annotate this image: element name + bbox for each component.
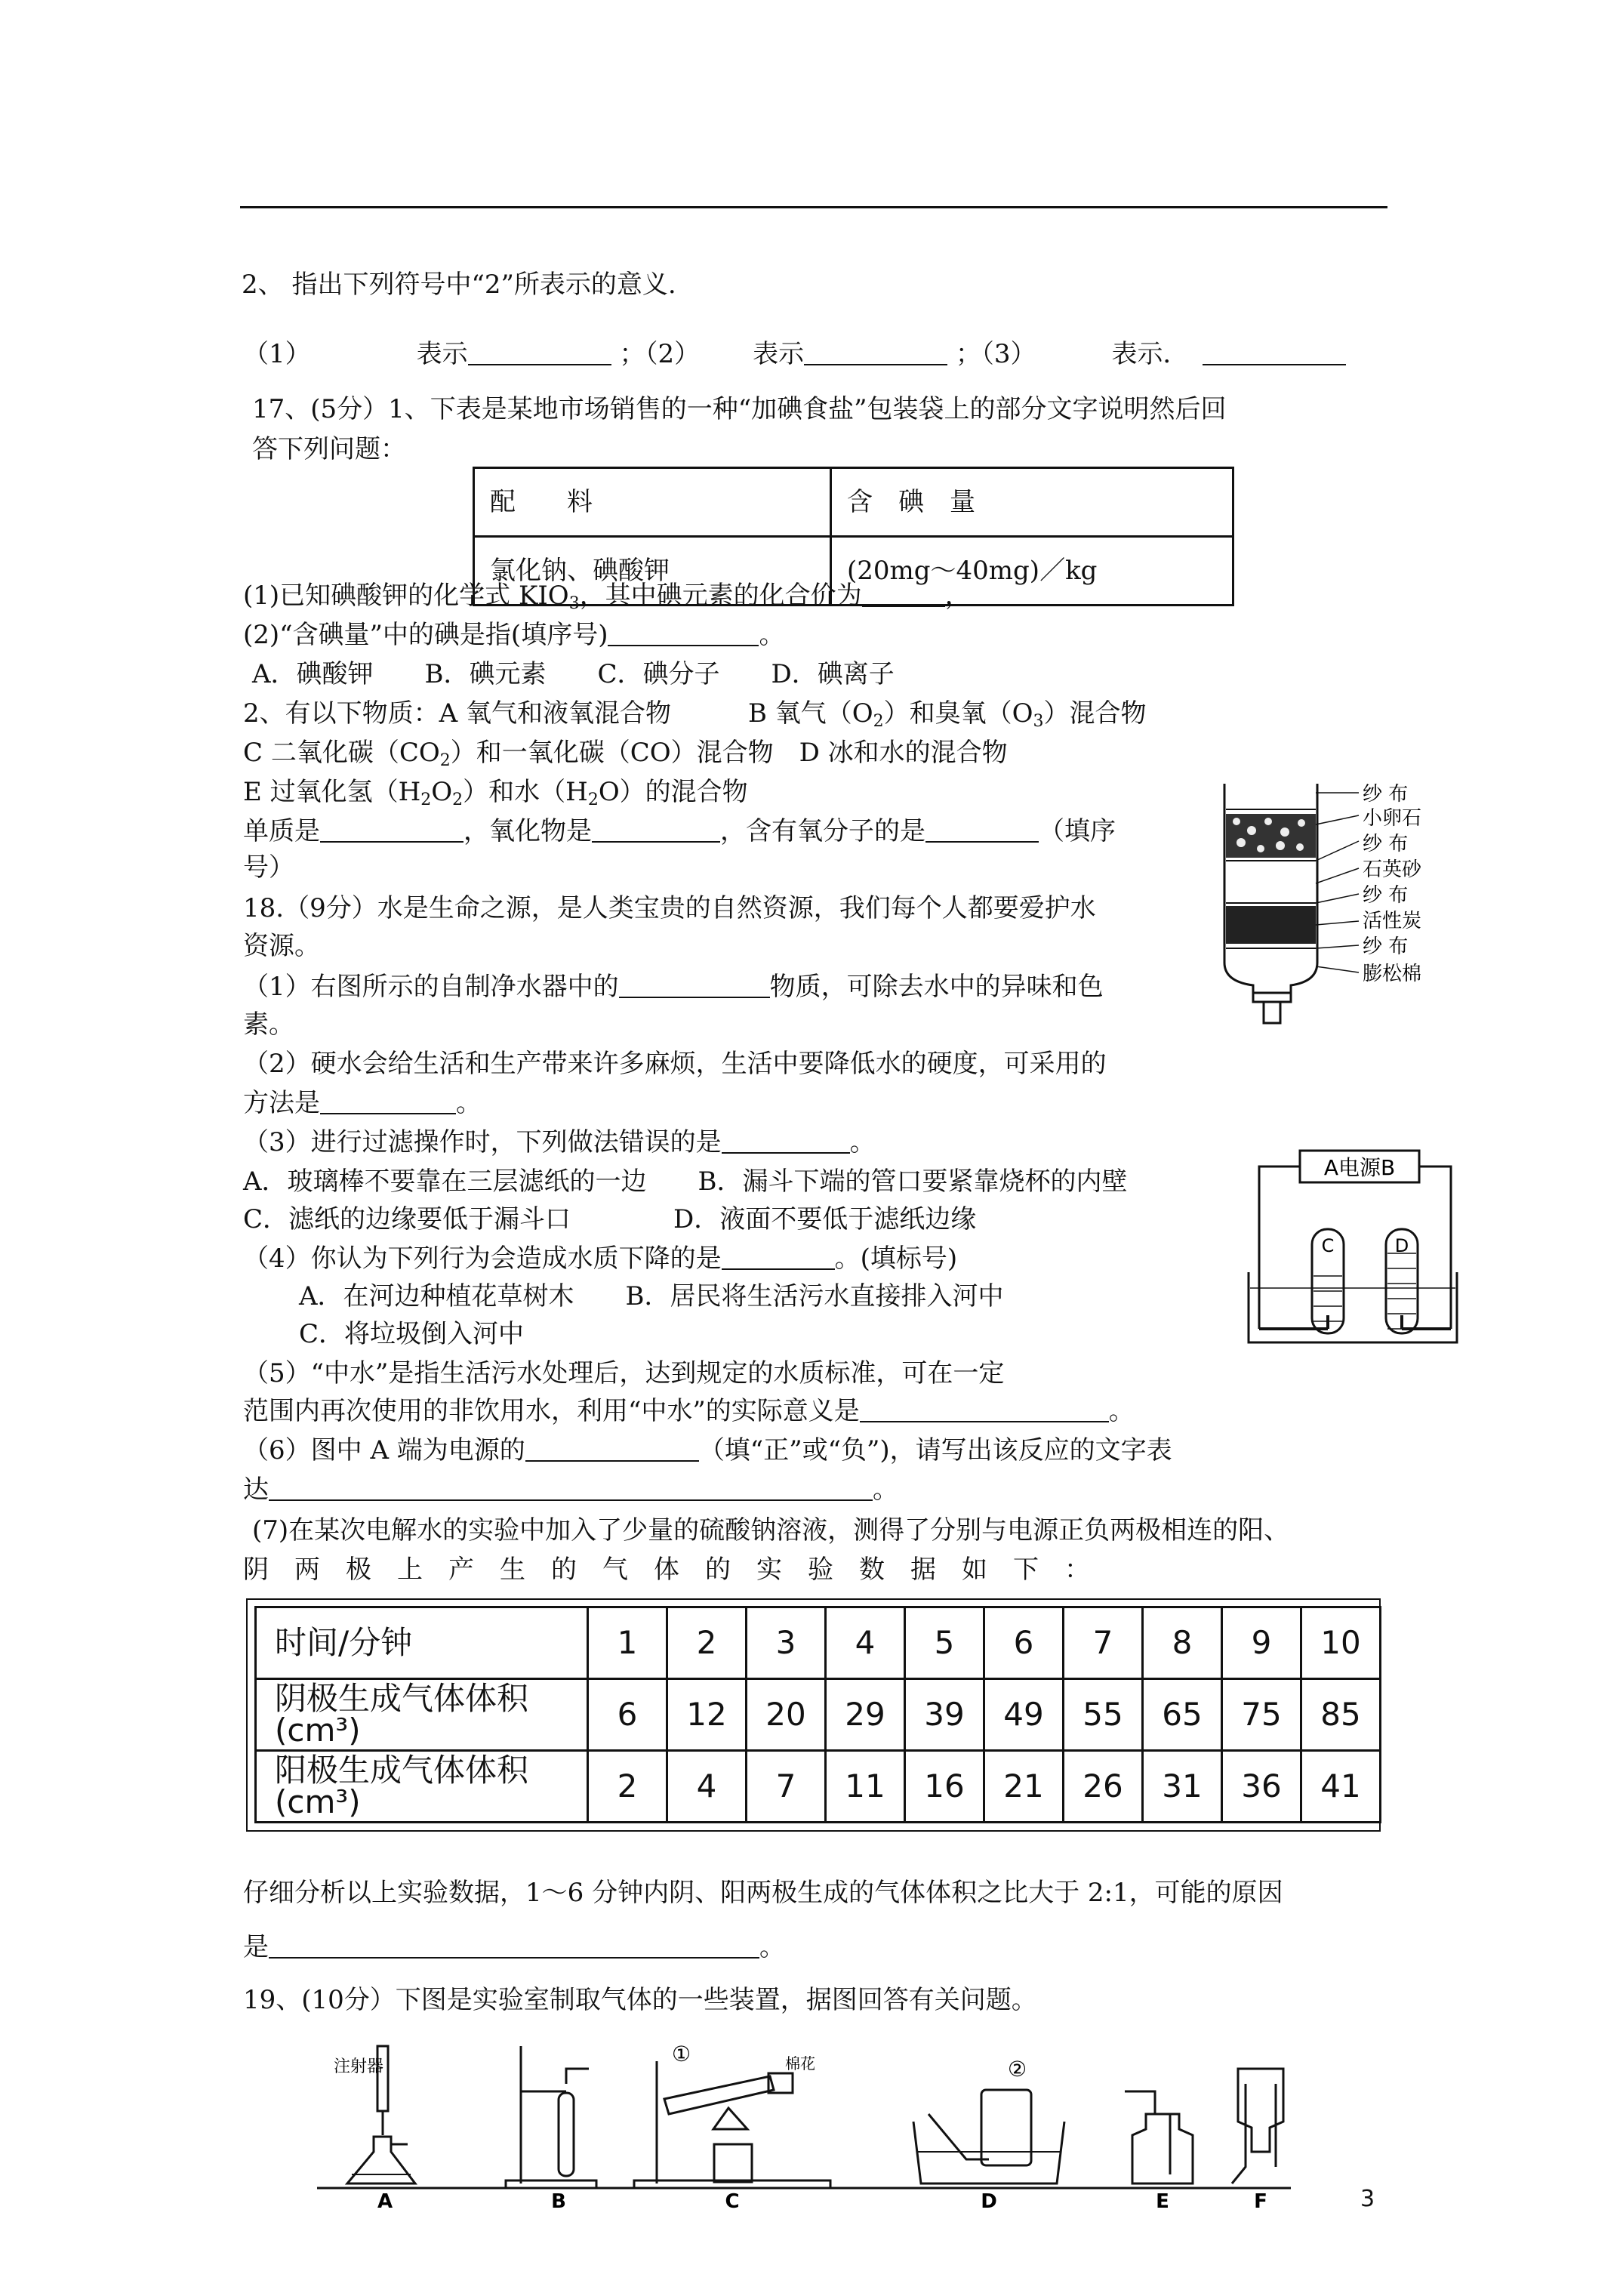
minute-cell: 5 <box>905 1607 984 1679</box>
cathode-volume-cell: 49 <box>984 1679 1064 1751</box>
q18-s6c: 达 。 <box>243 1475 898 1505</box>
electrolysis-figure <box>1238 1140 1464 1367</box>
q17-part2-line3: E 过氧化氢$(H_2O_2)$和水$(H_2O)$的混合物 <box>243 777 748 809</box>
apparatus-label: C <box>725 2190 740 2212</box>
table-header-iodine: 含 碘 量 <box>831 468 1233 537</box>
answer-blank[interactable] <box>269 1477 873 1501</box>
cathode-volume-cell: 65 <box>1143 1679 1222 1751</box>
answer-blank[interactable] <box>269 1934 759 1959</box>
apparatus-label: B <box>551 2190 566 2212</box>
cathode-volume-cell: 12 <box>667 1679 747 1751</box>
minute-cell: 9 <box>1222 1607 1301 1679</box>
cathode-volume-cell: 85 <box>1301 1679 1381 1751</box>
answer-blank[interactable] <box>925 818 1039 843</box>
apparatus-b <box>506 2046 596 2188</box>
q18-s4: （4）你认为下列行为会造成水质下降的是 。(填标号) <box>243 1244 958 1274</box>
anode-volume-cell: 2 <box>588 1751 667 1823</box>
q17-options: A．碘酸钾 B．碘元素 C．碘分子 D．碘离子 <box>252 659 895 689</box>
water-purifier-figure <box>1208 778 1464 1034</box>
cathode-label: 阴极生成气体体积(cm³) <box>256 1679 588 1751</box>
q18-s4-opt1: A．在河边种植花草树木 B．居民将生活污水直接排入河中 <box>299 1281 1004 1311</box>
q17-part2-line2: C 二氧化碳$(CO_2)$和一氧化碳（CO）混合物 D 冰和水的混合物 <box>243 738 1008 770</box>
table-row <box>256 1607 1381 1679</box>
tube-label-c: C <box>1321 1235 1335 1256</box>
anode-volume-cell: 21 <box>984 1751 1064 1823</box>
anode-volume-cell: 16 <box>905 1751 984 1823</box>
q17-sub2: (2)“含碘量”中的碘是指(填序号) 。 <box>243 620 785 650</box>
cathode-volume-cell: 6 <box>588 1679 667 1751</box>
charcoal-layer <box>1226 906 1316 944</box>
time-header: 时间/分钟 <box>256 1607 588 1679</box>
q18-s5a: （5）“中水”是指生活污水处理后，达到规定的水质标准，可在一定 <box>243 1358 1005 1388</box>
q16-part2-title: 2、 指出下列符号中“2”所表示的意义. <box>242 270 676 300</box>
q18-s4-opt2: C．将垃圾倒入河中 <box>299 1319 525 1349</box>
minute-cell: 1 <box>588 1607 667 1679</box>
q17-part2-line4: 单质是 ，氧化物是 ，含有氧分子的是 （填序 <box>243 816 1116 846</box>
apparatus-label: A <box>377 2190 393 2212</box>
apparatus-c <box>634 2061 830 2188</box>
table-row <box>256 1679 1381 1751</box>
anode-volume-cell: 4 <box>667 1751 747 1823</box>
minute-cell: 4 <box>826 1607 905 1679</box>
q18-s3: （3）进行过滤操作时，下列做法错误的是 。 <box>243 1127 876 1157</box>
q18-after2: 是 。 <box>243 1932 785 1962</box>
answer-blank[interactable] <box>320 1090 456 1114</box>
purifier-label: 纱 布 <box>1363 935 1409 958</box>
q17-part2-line5: 号） <box>243 852 294 883</box>
answer-blank[interactable] <box>525 1438 699 1462</box>
purifier-label: 活性炭 <box>1363 910 1422 932</box>
anode-label: 阳极生成气体体积(cm³) <box>256 1751 588 1823</box>
answer-blank[interactable] <box>619 974 770 998</box>
q18-s2a: （2）硬水会给生活和生产带来许多麻烦，生活中要降低水的硬度，可采用的 <box>243 1049 1107 1079</box>
answer-blank[interactable] <box>804 341 947 365</box>
apparatus-f <box>1232 2069 1283 2184</box>
q18-s7b: 阴 两 极 上 产 生 的 气 体 的 实 验 数 据 如 下 ： <box>243 1555 1090 1585</box>
answer-blank[interactable] <box>1203 341 1346 365</box>
table-header-ingredients: 配 料 <box>474 468 831 537</box>
cathode-volume-cell: 29 <box>826 1679 905 1751</box>
purifier-label: 纱 布 <box>1363 783 1409 806</box>
anode-volume-cell: 31 <box>1143 1751 1222 1823</box>
page-number: 3 <box>1360 2186 1375 2212</box>
answer-blank[interactable] <box>608 622 759 646</box>
q18-intro1: 18.（9分）水是生命之源，是人类宝贵的自然资源，我们每个人都要爱护水 <box>243 893 1096 923</box>
cotton-label: 棉花 <box>785 2054 815 2073</box>
purifier-label: 小卵石 <box>1363 807 1422 830</box>
anode-volume-cell: 36 <box>1222 1751 1301 1823</box>
answer-blank[interactable] <box>722 1130 850 1154</box>
syringe-label: 注射器 <box>334 2057 384 2076</box>
purifier-label: 纱 布 <box>1363 833 1409 855</box>
cathode-volume-cell: 75 <box>1222 1679 1301 1751</box>
anode-volume-cell: 11 <box>826 1751 905 1823</box>
apparatus-label: F <box>1254 2190 1267 2212</box>
apparatus-e <box>1125 2091 1193 2184</box>
q19-text: 19、(10分）下图是实验室制取气体的一些装置，据图回答有关问题。 <box>243 1985 1037 2015</box>
marker-2: ② <box>1008 2057 1027 2082</box>
tube-label-d: D <box>1394 1235 1409 1256</box>
table-row <box>256 1751 1381 1823</box>
cathode-volume-cell: 55 <box>1064 1679 1143 1751</box>
q18-s6: （6）图中 A 端为电源的 （填“正”或“负”)，请写出该反应的文字表 <box>243 1435 1172 1465</box>
answer-blank[interactable] <box>592 818 720 843</box>
table-cell-ingredients: 氯化钠、碘酸钾 <box>474 537 831 606</box>
minute-cell: 8 <box>1143 1607 1222 1679</box>
power-source-label: A电源B <box>1323 1155 1396 1180</box>
q18-s5b: 范围内再次使用的非饮用水，利用“中水”的实际意义是 。 <box>243 1396 1135 1426</box>
cathode-volume-cell: 39 <box>905 1679 984 1751</box>
q18-s7a: (7)在某次电解水的实验中加入了少量的硫酸钠溶液，测得了分别与电源正负两极相连的阳、 <box>252 1515 1290 1546</box>
q18-s2b: 方法是 。 <box>243 1088 482 1118</box>
purifier-label: 石英砂 <box>1363 858 1422 881</box>
table-cell-iodine: (20mg～40mg)／kg <box>831 537 1233 606</box>
q17-sub1: (1)已知碘酸钾的化学式 $KIO_3$，其中碘元素的化合价为 ， <box>243 581 971 613</box>
q18-s3-opt1: A．玻璃棒不要靠在三层滤纸的一边 B．漏斗下端的管口要紧靠烧杯的内壁 <box>243 1166 1128 1197</box>
purifier-label: 膨松棉 <box>1363 963 1422 985</box>
q17-part2-line1: 2、有以下物质：A 氧气和液氧混合物 B 氧气$(O_2)$和臭氧$(O_3)$混合物 <box>243 698 1147 731</box>
minute-cell: 7 <box>1064 1607 1143 1679</box>
apparatus-label: D <box>981 2190 997 2212</box>
anode-volume-cell: 41 <box>1301 1751 1381 1823</box>
minute-cell: 2 <box>667 1607 747 1679</box>
answer-blank[interactable] <box>862 583 945 607</box>
gas-apparatus-figure <box>302 2039 1359 2212</box>
answer-blank[interactable] <box>722 1246 835 1270</box>
q18-after1: 仔细分析以上实验数据，1～6 分钟内阴、阳两极生成的气体体积之比大于 2:1，可能的原因 <box>243 1878 1283 1908</box>
q18-s3-opt2: C．滤纸的边缘要低于漏斗口 D．液面不要低于滤纸边缘 <box>243 1204 977 1234</box>
q18-intro2: 资源。 <box>243 931 320 961</box>
anode-volume-cell: 26 <box>1064 1751 1143 1823</box>
q18-s1: （1）右图所示的自制净水器中的 物质，可除去水中的异味和色 <box>243 972 1104 1002</box>
marker-1: ① <box>672 2042 691 2066</box>
purifier-label: 纱 布 <box>1363 884 1409 907</box>
q17-line1: 17、(5分）1、下表是某地市场销售的一种“加碘食盐”包装袋上的部分文字说明然后回 <box>252 394 1227 424</box>
apparatus-label: E <box>1156 2190 1169 2212</box>
q17-line2: 答下列问题： <box>252 434 406 464</box>
electrolysis-data-table <box>254 1606 1381 1823</box>
anode-volume-cell: 7 <box>747 1751 826 1823</box>
q18-s1c: 素。 <box>243 1009 294 1040</box>
answer-blank[interactable] <box>860 1398 1109 1422</box>
minute-cell: 10 <box>1301 1607 1381 1679</box>
answer-blank[interactable] <box>468 341 611 365</box>
q16-part2-blanks: （1） 表示 ；（2） 表示 ；（3） 表示． <box>243 341 1346 367</box>
minute-cell: 6 <box>984 1607 1064 1679</box>
header-rule <box>240 206 1387 208</box>
minute-cell: 3 <box>747 1607 826 1679</box>
answer-blank[interactable] <box>320 818 463 843</box>
apparatus-d <box>913 2090 1064 2184</box>
cathode-volume-cell: 20 <box>747 1679 826 1751</box>
